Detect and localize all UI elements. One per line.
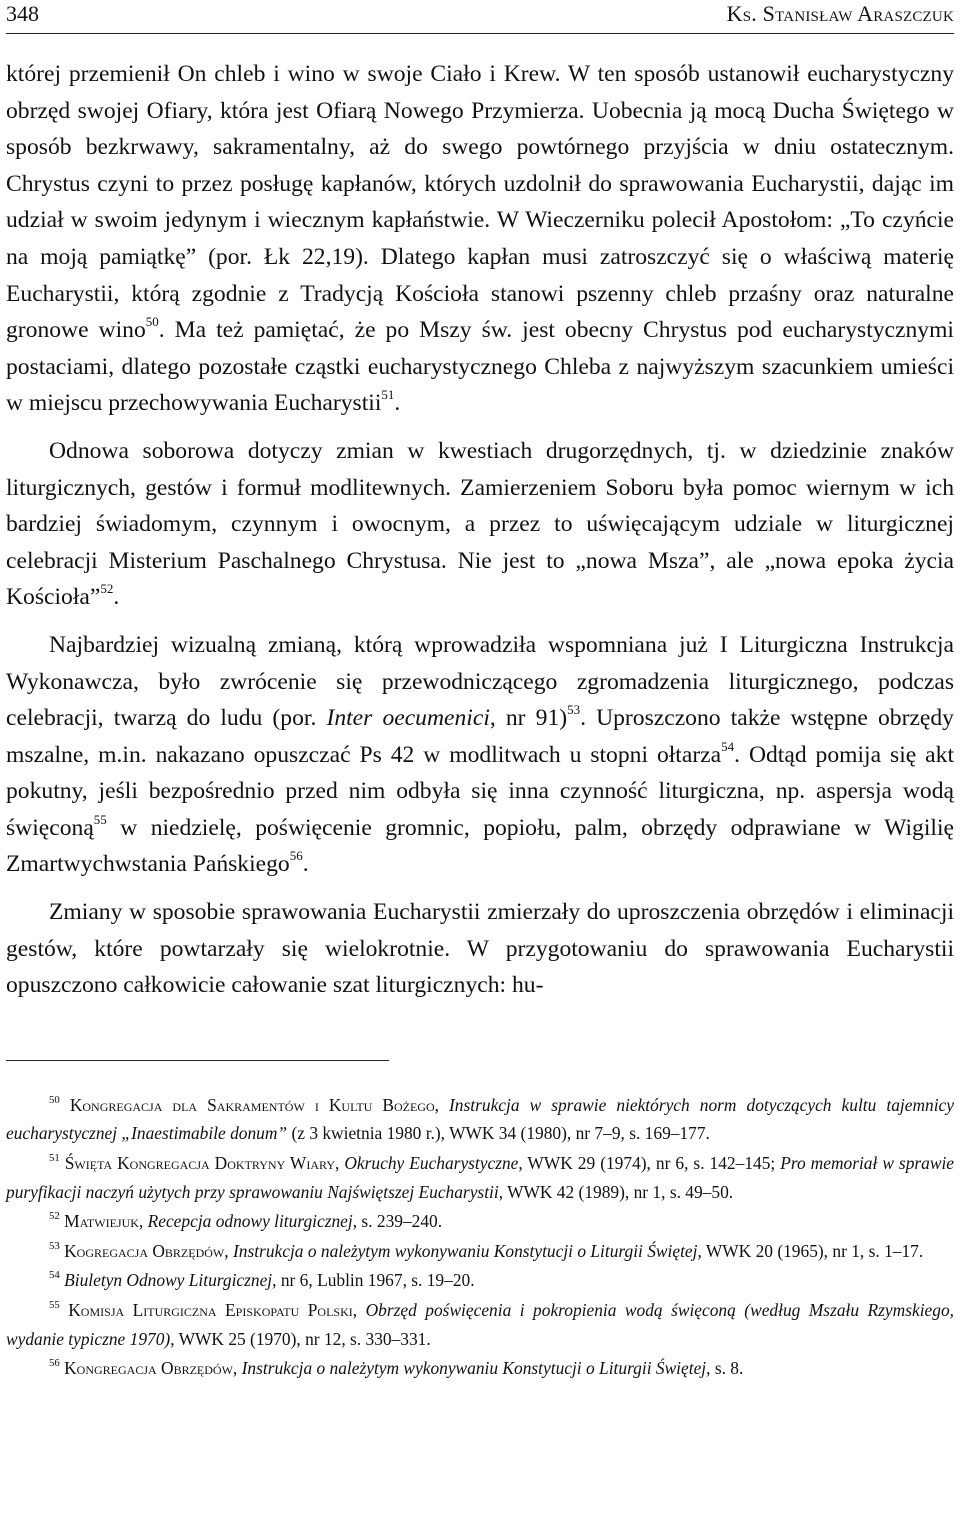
footnote-number: 53 [49, 1239, 60, 1252]
footnote-54: $^{54}$ Biuletyn Odnowy Liturgicznej, nr 6, Lublin 1967, s. 19–20. [49, 1269, 475, 1291]
footnote-51: $^{51}$ Święta Kongregacja Doktryny Wiary, Okruchy Eucharystyczne, WWK 29 (1974), nr 6, s. 142–145; Pro memoriał w sprawie puryfikacji naczyń użytych przy sprawowaniu Najświętszej Eucharystii, WWK 42 (1989), nr 1, s. 49–50. [6, 1151, 954, 1202]
paragraph-1: której przemienił On chleb i wino w swoje Ciało i Krew. W ten sposób ustanowił eucharystyczny obrzęd swojej Ofiary, która jest Ofiarą Nowego Przymierza. Uobecnia ją mocą Ducha Świętego w sposób bezkrwawy, sakramentalny, aż do swego powtórnego przyjścia w dniu ostatecznym. Chrystus czyni to przez posługę kapłanów, których uzdolnił do sprawowania Eucharystii, dając im udział w swoim jedynym i wiecznym kapłaństwie. W Wieczerniku polecił Apostołom: „To czyńcie na moją pamiątkę” (por. Łk 22,19). Dlatego kapłan musi zatroszczyć się o właściwą materię Eucharystii, którą zgodnie z Tradycją Kościoła stanowi pszenny chleb przaśny oraz naturalne gronowe wino$^{50}$. Ma też pamiętać, że po Mszy św. jest obecny Chrystus pod eucharystycznymi postaciami, dlatego pozostałe cząstki eucharystycznego Chleba z najwyższym szacunkiem umieści w miejscu przechowywania Eucharystii$^{51}$. [6, 61, 954, 417]
footnote-ref-53: 53 [567, 702, 581, 718]
footnote-56: $^{56}$ Kongregacja Obrzędów, Instrukcja o należytym wykonywaniu Konstytucji o Liturgii Świętej, s. 8. [49, 1357, 744, 1379]
footnote-ref-54: 54 [721, 738, 735, 754]
paragraph-3: Najbardziej wizualną zmianą, którą wprowadziła wspomniana już I Liturgiczna Instrukcja Wykonawcza, było zwrócenie się przewodniczącego zgromadzenia liturgicznego, podczas celebracji, twarzą do ludu (por. Inter oecumenici, nr 91)$^{53}$. Uproszczono także wstępne obrzędy mszalne, m.in. nakazano opuszczać Ps 42 w modlitwach u stopni ołtarza$^{54}$. Odtąd pomija się akt pokutny, jeśli bezpośrednio przed nim odbyła się inna czynność liturgiczna, np. aspersja wodą święconą$^{55}$ w niedzielę, poświęcenie gromnic, popiołu, palm, obrzędy odprawiane w Wigilię Zmartwychwstania Pańskiego$^{56}$. [6, 631, 955, 878]
paragraph-2: Odnowa soborowa dotyczy zmian w kwestiach drugorzędnych, tj. w dziedzinie znaków liturgicznych, gestów i formuł modlitewnych. Zamierzeniem Soboru była pomoc wiernym w ich bardziej świadomym, czynnym i owocnym, a przez to uświęcającym udziale w liturgicznej celebracji Misterium Paschalnego Chrystusa. Nie jest to „nowa Msza”, ale „nowa epoka życia Kościoła”$^{52}$. [6, 437, 954, 611]
footnote-ref-50: 50 [145, 314, 159, 330]
footnote-number: 50 [49, 1093, 60, 1106]
footnote-50: $^{50}$ Kongregacja dla Sakramentów i Kultu Bożego, Instrukcja w sprawie niektórych norm dotyczących kultu tajemnicy eucharystycznej „Inaestimabile donum” (z 3 kwietnia 1980 r.), WWK 34 (1980), nr 7–9, s. 169–177. [6, 1093, 954, 1144]
footnote-number: 51 [49, 1151, 60, 1164]
paragraph-4: Zmiany w sposobie sprawowania Eucharystii zmierzały do uproszczenia obrzędów i eliminacji gestów, które powtarzały się wielokrotnie. W przygotowaniu do sprawowania Eucharystii opuszczono całkowicie całowanie szat liturgicznych: hu- [6, 899, 954, 999]
footnote-number: 56 [49, 1357, 60, 1370]
footnote-ref-55: 55 [93, 811, 107, 827]
footnote-number: 55 [49, 1298, 60, 1311]
page-number: 348 [6, 1, 39, 26]
footnote-ref-56: 56 [289, 848, 303, 864]
page-header [6, 0, 954, 28]
footnote-ref-52: 52 [100, 581, 114, 597]
footnote-number: 52 [49, 1210, 60, 1223]
header-rule [6, 33, 954, 34]
footnote-ref-51: 51 [381, 387, 395, 403]
footnote-number: 54 [49, 1269, 60, 1282]
footnote-55: $^{55}$ Komisja Liturgiczna Episkopatu Polski, Obrzęd poświęcenia i pokropienia wodą święconą (według Mszału Rzymskiego, wydanie typiczne 1970), WWK 25 (1970), nr 12, s. 330–331. [6, 1298, 954, 1349]
footnote-52: $^{52}$ Matwiejuk, Recepcja odnowy liturgicznej, s. 239–240. [49, 1210, 443, 1232]
footnote-53: $^{53}$ Kogregacja Obrzędów, Instrukcja o należytym wykonywaniu Konstytucji o Liturgii Świętej, WWK 20 (1965), nr 1, s. 1–17. [49, 1239, 924, 1261]
footnotes [6, 1091, 954, 1383]
footnote-separator [6, 1060, 389, 1061]
body-text [6, 56, 954, 1004]
running-title: Ks. Stanisław Araszczuk [726, 1, 954, 26]
